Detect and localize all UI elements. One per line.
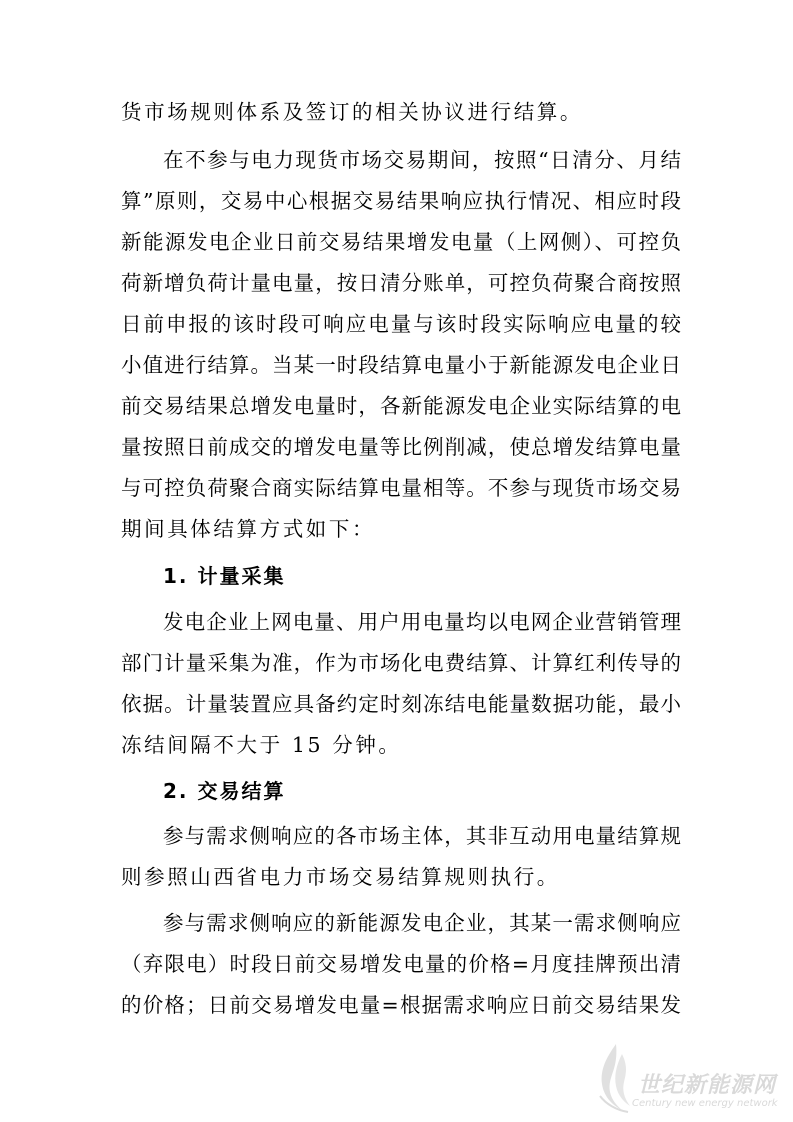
text-line: 日前申报的该时段可响应电量与该时段实际响应电量的较: [121, 312, 681, 336]
text-line: 算”原则，交易中心根据交易结果响应执行情况、相应时段: [121, 189, 681, 213]
text-line: 货市场规则体系及签订的相关协议进行结算。: [121, 100, 583, 124]
text-line: 期间具体结算方式如下：: [121, 517, 376, 541]
text-line: 的价格；日前交易增发电量=根据需求响应日前交易结果发: [121, 993, 681, 1017]
text-line: 荷新增负荷计量电量，按日清分账单，可控负荷聚合商按照: [121, 271, 681, 295]
text-line: 量按照日前成交的增发电量等比例削减，使总增发结算电量: [121, 435, 681, 459]
text-line: 新能源发电企业日前交易结果增发电量（上网侧）、可控负: [121, 230, 681, 254]
text-line: 小值进行结算。当某一时段结算电量小于新能源发电企业日: [121, 353, 681, 377]
text-line: 与可控负荷聚合商实际结算电量相等。不参与现货市场交易: [121, 476, 681, 500]
section-heading: 1. 计量采集: [163, 564, 286, 588]
text-line: 部门计量采集为准，作为市场化电费结算、计算红利传导的: [121, 651, 681, 675]
watermark-subtitle: Century new energy network: [632, 1098, 778, 1109]
text-line: 依据。计量装置应具备约定时刻冻结电能量数据功能，最小: [121, 692, 681, 716]
watermark: [592, 1040, 792, 1120]
text-line: 前交易结果总增发电量时，各新能源发电企业实际结算的电: [121, 394, 681, 418]
watermark-title: 世纪新能源网: [638, 1073, 777, 1098]
text-line: 参与需求侧响应的各市场主体，其非互动用电量结算规: [163, 824, 681, 848]
text-line: （弃限电）时段日前交易增发电量的价格=月度挂牌预出清: [121, 952, 681, 976]
text-line: 则参照山西省电力市场交易结算规则执行。: [121, 865, 560, 889]
text-line: 冻结间隔不大于 15 分钟。: [121, 733, 402, 757]
text-line: 参与需求侧响应的新能源发电企业，其某一需求侧响应: [163, 911, 681, 935]
section-heading: 2. 交易结算: [163, 779, 286, 803]
text-line: 在不参与电力现货市场交易期间，按照“日清分、月结: [163, 148, 681, 172]
text-line: 发电企业上网电量、用户用电量均以电网企业营销管理: [163, 610, 681, 634]
